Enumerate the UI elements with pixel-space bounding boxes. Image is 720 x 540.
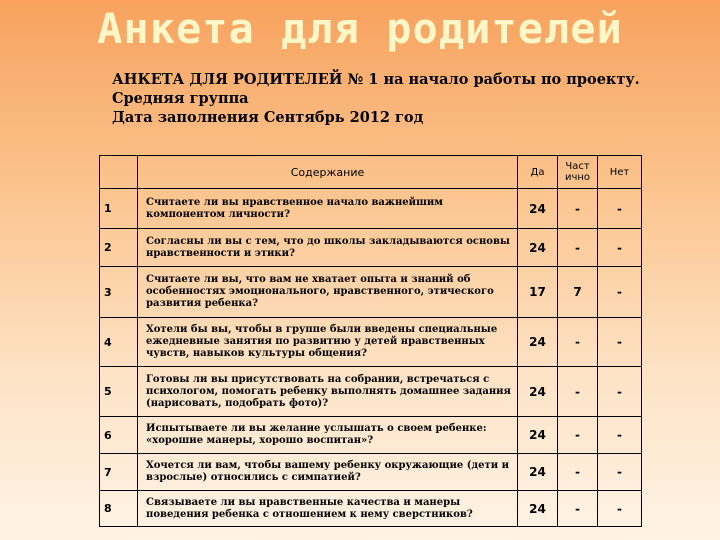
row-number: 3 xyxy=(100,267,138,318)
row-question: Хотели бы вы, чтобы в группе были введены специальные ежедневные занятия по развитию у детей нравственных чувств, навыков культуры общения? xyxy=(138,318,518,367)
row-no: - xyxy=(598,267,642,318)
col-header-partly: Част ично xyxy=(558,156,598,189)
row-question: Считаете ли вы, что вам не хватает опыта и знаний об особенностях эмоционального, нравственного, этического развития ребенка? xyxy=(138,267,518,318)
row-question: Готовы ли вы присутствовать на собрании, встречаться с психологом, помогать ребенку выполнять домашнее задания (нарисовать, подобрать фото)? xyxy=(138,367,518,417)
row-partly: - xyxy=(558,417,598,454)
row-partly: - xyxy=(558,229,598,267)
row-partly: - xyxy=(558,318,598,367)
table-row xyxy=(100,417,642,454)
row-yes: 24 xyxy=(518,417,558,454)
row-partly: 7 xyxy=(558,267,598,318)
table-row xyxy=(100,491,642,527)
row-question: Испытываете ли вы желание услышать о своем ребенке: «хорошие манеры, хорошо воспитан»? xyxy=(138,417,518,454)
row-yes: 24 xyxy=(518,454,558,491)
row-number: 2 xyxy=(100,229,138,267)
table-row xyxy=(100,318,642,367)
row-yes: 24 xyxy=(518,367,558,417)
row-yes: 24 xyxy=(518,229,558,267)
row-no: - xyxy=(598,454,642,491)
row-number: 7 xyxy=(100,454,138,491)
row-number: 6 xyxy=(100,417,138,454)
row-partly: - xyxy=(558,454,598,491)
row-no: - xyxy=(598,318,642,367)
row-yes: 24 xyxy=(518,189,558,229)
row-yes: 17 xyxy=(518,267,558,318)
row-question: Хочется ли вам, чтобы вашему ребенку окружающие (дети и взрослые) относились с симпатией? xyxy=(138,454,518,491)
table-row xyxy=(100,267,642,318)
document-header xyxy=(112,70,712,127)
row-number: 8 xyxy=(100,491,138,527)
row-number: 5 xyxy=(100,367,138,417)
table-row xyxy=(100,454,642,491)
row-partly: - xyxy=(558,491,598,527)
table-row xyxy=(100,229,642,267)
row-question: Считаете ли вы нравственное начало важнейшим компонентом личности? xyxy=(138,189,518,229)
header-group-line: Средняя группа xyxy=(112,90,249,107)
col-header-yes: Да xyxy=(518,156,558,189)
row-number: 4 xyxy=(100,318,138,367)
row-question: Связываете ли вы нравственные качества и манеры поведения ребенка с отношением к нему сверстников? xyxy=(138,491,518,527)
row-yes: 24 xyxy=(518,491,558,527)
header-date-line: Дата заполнения Сентябрь 2012 год xyxy=(112,109,424,126)
row-yes: 24 xyxy=(518,318,558,367)
table-row xyxy=(100,189,642,229)
row-partly: - xyxy=(558,189,598,229)
row-no: - xyxy=(598,491,642,527)
header-title-line: АНКЕТА ДЛЯ РОДИТЕЛЕЙ № 1 на начало работы по проекту. xyxy=(112,71,640,88)
row-no: - xyxy=(598,229,642,267)
col-header-content: Содержание xyxy=(138,156,518,189)
survey-table xyxy=(99,155,642,527)
col-header-num xyxy=(100,156,138,189)
row-no: - xyxy=(598,417,642,454)
table-row xyxy=(100,367,642,417)
row-no: - xyxy=(598,367,642,417)
row-partly: - xyxy=(558,367,598,417)
row-no: - xyxy=(598,189,642,229)
col-header-no: Нет xyxy=(598,156,642,189)
row-question: Согласны ли вы с тем, что до школы закладываются основы нравственности и этики? xyxy=(138,229,518,267)
slide-title: Анкета для родителей xyxy=(97,4,623,53)
table-header-row xyxy=(100,156,642,189)
row-number: 1 xyxy=(100,189,138,229)
